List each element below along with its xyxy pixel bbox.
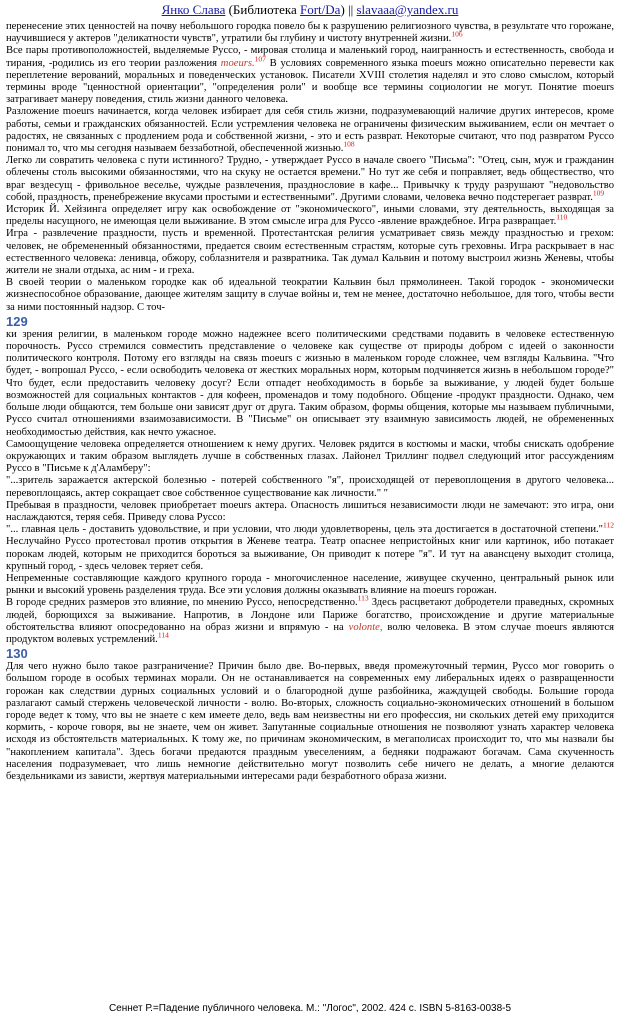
paragraph <box>6 228 614 277</box>
paragraph-text: ки зрения религии, в маленьком городе можно надежнее всего политическими средствами подавить в человеке естественную порочность. Руссо стремился совместить представление о человеке как существе от природы добром с идеей о законности политического контроля. Потому его взгляды на связь moeurs с жизнью в маленьком городе сложнее, чем взгляды Кальвина. "Что будет, - вопрошал Руссо, - если освободить человека от жестких моральных норм, которым подчиняется жизнь в небольшом городе?" Что будет, если предоставить человеку досуг? Если отпадет необходимость в борьбе за выживание, у людей будет больше возможностей для социальных контактов - для кофеен, променадов и тому подобного. Общение -продукт праздности. Однако, чем больше люди общаются, тем больше они зависят друг от друга. Таким образом, формы общения, которые мы называем публичными, Руссо считал отношениями взаимозависимости. В "Письме" он описывает эту взаимную зависимость людей, не обремененных необходимостью действия, как нечто ужасное. <box>6 328 614 438</box>
paragraph <box>6 21 614 45</box>
email-link[interactable]: slavaaa@yandex.ru <box>356 2 459 17</box>
paragraph-text: Здесь расцветают добродетели праведных, скромных людей, борющихся за выживание. Напротив, в Лондоне или Париже богатство, происхождение и другие материальные обстоятельства влияют опосредованно на образ жизни и впрямую - на <box>6 597 614 633</box>
library-link[interactable]: Fort/Da <box>300 2 341 17</box>
paragraph <box>6 45 614 106</box>
paragraph-text: Неслучайно Руссо протестовал против открытия в Женеве театра. Театр опаснее непристойных книг или картинок, ибо потакает порокам людей, которым не приходится бороться за выживание, Он приводит к потере "я". И тут на авансцену выходит столица, крупный город, - здесь человек теряет себя. <box>6 536 614 572</box>
paragraph <box>6 500 614 524</box>
paragraph-text: волю человека. В этом случае moeurs являются продуктом волевых устремлений. <box>6 621 615 645</box>
footnote-marker[interactable]: 106 <box>451 29 463 39</box>
paragraph-text: Разложение moeurs начинается, когда человек избирает для себя стиль жизни, подразумевающий наличие других интересов, кроме работы, семьи и гражданских обязанностей. Если устремления человека не ограничены физическим выживанием, если он мечтает о радостях, не связанных с продлением рода и собственной жизни, - это и есть разврат. Некоторые считают, что под развратом Руссо понимал то, что мы сегодня называем беззаботной, обеспеченной жизнью. <box>6 106 614 155</box>
paragraph-text: В своей теории о маленьком городке как об идеальной теократии Кальвин был прямолинеен. Такой городок - экономически жизнеспособное образование, дающее жителям защиту в случае войны и, тем не менее, достаточно небольшое, для того, чтобы вести за ними постоянный надзор. С точ- <box>6 277 614 313</box>
author-link[interactable]: Янко Слава <box>161 2 226 17</box>
paragraph-text: Непременные составляющие каждого крупного города - многочисленное население, живущее скученно, центральный рынок или рынки и высокий уровень разделения труда. Все эти условия должны оказывать влияние на moeurs горожан. <box>6 572 614 597</box>
footnote-marker[interactable]: 112 <box>603 520 614 530</box>
paragraph-text: Легко ли совратить человека с пути истинного? Трудно, - утверждает Руссо в начале своего "Письма": "Отец, сын, муж и гражданин облечены столь высокими обязанностями, что на скуку не остается времени." Но тут же себя и поправляет, ведь обществество, что враг вездесущ - фривольное веселье, чуждые развлечения, празднословие в кафе... Привычку к труду разрушают "недовольство собой, праздность, пренебрежение вкусами простыми и естественными". Другими словами, человека вечно подстерегает разврат. <box>6 155 614 203</box>
paragraph <box>6 106 614 155</box>
paragraph <box>6 204 614 228</box>
paragraph <box>6 661 614 783</box>
document-body <box>6 21 614 783</box>
paragraph-text: "...зритель заражается актерской болезнью - потерей собственного "я", происходящей от перевоплощения в другого человека... перевоплощаясь, актер сокращает свое собственное существование как личности." " <box>6 475 614 499</box>
paragraph-text: В городе средних размеров это влияние, по мнению Руссо, непосредственно. <box>6 597 358 609</box>
footnote-marker[interactable]: 109 <box>592 188 605 198</box>
footnote-marker[interactable]: 110 <box>556 212 568 222</box>
paragraph <box>6 573 614 597</box>
footnote-marker[interactable]: 113 <box>357 593 369 603</box>
paragraph-text: Для чего нужно было такое разграничение? Причин было две. Во-первых, введя промежуточный термин, Руссо мог говорить о большом городе в особых терминах морали. Он не останавливается на современных ему либеральных идеях о развращенности горожан как следствии дурных социальных условий и о благородной душе разбойника, жаждущей свободы. Большие города разлагают самый стержень человеческой личности - волю. Во-вторых, сложность социально-экономических отношений в большом городе ведет к тому, что вы не знаете с кем имеете дело, ведь вам неизвестны ни его профессия, ни скольких детей ему приходится кормить, - короче говоря, вы не знаете, чем он живет. Запутанные социальные отношения не позволяют узнать характер человека исходя из обстоятельств материальных. К тому же, по причинам экономическим, в мегаполисах происходит то, что мы назвали бы "накоплением капитала". Здесь богачи предаются праздным увеселениям, а бедняки подражают богачам. Сама скученность населения подразумевает, что лишь немногие действительно могут позволить себе ничего не делать, а многие делаются бездельниками из зависти, жертвуя материальными интересами ради безработного образа жизни. <box>6 661 614 782</box>
paragraph-text: Пребывая в праздности, человек приобретает moeurs актера. Опасность лишиться независимости люди не замечают: это игра, они наслаждаются, теряя себя. Приведу слова Руссо: <box>6 499 614 523</box>
paragraph <box>6 439 614 476</box>
paragraph <box>6 475 614 499</box>
paragraph <box>6 329 614 439</box>
paragraph <box>6 155 614 204</box>
paragraph <box>6 593 615 646</box>
footnote-marker[interactable]: 107 <box>254 54 266 64</box>
paragraph-text: перенесение этих ценностей на почву небольшого городка повело бы к разрушению религиозного чувства, в результате что горожане, научившиеся у актеров "деликатности чувств", утратили бы глубину и чистоту внутренней жизни. <box>6 21 614 45</box>
paragraph-text: Историк Й. Хейзинга определяет игру как освобождение от "экономического", иными словами, эту деятельность, выходящая за пределы насущного, не имеющая цели выживание. В этом смысле игра для Руссо -явление враждебное. Игра развращает. <box>6 204 614 228</box>
paragraph-text: Игра - развлечение праздности, пусть и временной. Протестантская религия усматривает связь между праздностью и грехом: человек, не обремененный обязанностями, предается своим естественным страстям, которые суть греховны. Игра раскрывает в нас естественного человека: ленивца, обжору, соблазнителя и развратника. Так думал Кальвин и потому выстроил жизнь Женевы, чтобы жители не знали отдыха, ас ним - и греха. <box>6 228 614 277</box>
paragraph <box>6 520 614 573</box>
page-footer <box>0 1003 620 1014</box>
library-suffix: ) || <box>340 2 357 17</box>
paragraph <box>6 277 614 314</box>
page-number: 130 <box>6 646 28 662</box>
paragraph-text: Все пары противоположностей, выделяемые Руссо, - мировая столица и маленький город, наигранность и естественность, свобода и тирания, -родились из его теории разложения <box>6 45 614 69</box>
citation-text: Сеннет Р.=Падение публичного человека. М.: "Логос", 2002. 424 с. ISBN 5-8163-0038-5 <box>108 1003 512 1014</box>
emphasized-term: volonte, <box>348 621 383 633</box>
paragraph-text: "... главная цель - доставить удовольствие, и при условии, что люди удовлетворены, цель эта достигается в достаточной степени." <box>6 524 604 536</box>
paragraph-text: Самоощущение человека определяется отношением к нему других. Человек рядится в костюмы и маски, чтобы снискать одобрение окружающих и таким образом выглядеть лучше в собственных глазах. Лайонел Триллинг подвел следующий итог рассуждениям Руссо в "Письме к д'Аламберу": <box>6 438 614 475</box>
page-number: 129 <box>6 313 28 329</box>
paragraph-text: В условиях современного языка moeurs можно описательно перевести как переплетение верований, моральных и поведенческих установок. Писатели XVIII столетия наделял и это слово смыслом, который термины вроде "ценностной ориентации", "определения роли" и вообще все термины социологии не могут. Понятие moeurs затрагивает манеру поведения, стиль жизни данного человека. <box>6 57 614 106</box>
footnote-marker[interactable]: 114 <box>157 630 169 640</box>
page-header <box>0 2 620 18</box>
emphasized-term: moeurs. <box>220 57 255 69</box>
footnote-marker[interactable]: 108 <box>343 139 355 149</box>
library-prefix: (Библиотека <box>228 2 300 17</box>
